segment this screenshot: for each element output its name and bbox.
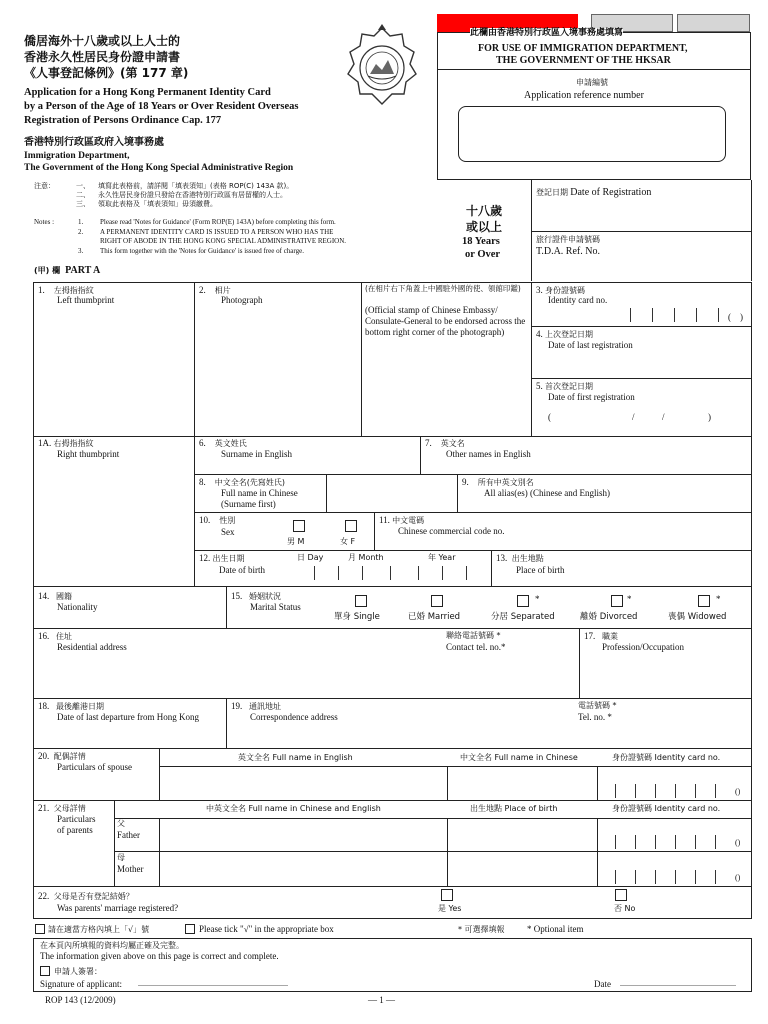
date-paren-left: (: [548, 412, 551, 422]
field-22-label: 22. 父母是否有登記結婚？: [38, 891, 134, 901]
field-7-en: Other names in English: [446, 449, 531, 459]
right-thumbprint-box[interactable]: [36, 462, 192, 584]
notes-zh-label: 注意：: [34, 182, 55, 190]
widowed-asterisk: *: [716, 594, 721, 604]
id-check-paren: ( ): [728, 312, 743, 322]
dept-en-1: Immigration Department,: [24, 151, 130, 161]
correspondence-address-input[interactable]: [250, 724, 570, 746]
office-use-divider: [437, 69, 751, 70]
ref-number-en: Application reference number: [524, 90, 644, 101]
grid-line: [531, 282, 532, 436]
grid-line: [114, 800, 115, 886]
father-zh: 父: [117, 819, 125, 828]
grid-line: [597, 766, 598, 800]
note-en-item: 3. This form together with the 'Notes for Guidance' is issued free of charge.: [78, 246, 304, 255]
tel-no-input[interactable]: [578, 724, 748, 746]
note-en-item: 1. Please read 'Notes for Guidance' (Form ROP(E) 143A) before completing this form.: [78, 218, 336, 226]
field-7-label: 7. 英文名: [425, 438, 465, 448]
grid-line: [226, 698, 227, 748]
field-17-en: Profession/Occupation: [602, 642, 684, 652]
field-21-label: 21. 父母詳情: [38, 803, 86, 813]
occupation-input[interactable]: [602, 654, 748, 696]
parents-name-header: 中英文全名 Full name in Chinese and English: [206, 804, 381, 813]
grid-line: [457, 474, 458, 512]
grid-line: [194, 512, 752, 513]
marital-widowed-checkbox[interactable]: [698, 595, 710, 607]
grid-line: [597, 818, 598, 886]
date-of-birth-input[interactable]: [290, 566, 490, 584]
date-line[interactable]: ..........................................................: [620, 979, 736, 988]
grid-line: [33, 698, 752, 699]
father-en: Father: [117, 830, 140, 840]
field-21-en-2: of parents: [57, 825, 93, 835]
title-zh-1: 僑居海外十八歲或以上人士的: [24, 34, 181, 48]
immigration-crest-icon: [340, 24, 424, 108]
last-departure-input[interactable]: [57, 724, 222, 746]
age-zh-2: 或以上: [466, 220, 503, 234]
mother-en: Mother: [117, 864, 144, 874]
field-1a-label: 1A. 右拇指指紋: [38, 438, 94, 448]
field-14-label: 14. 國籍: [38, 591, 72, 601]
grid-line: [33, 748, 752, 749]
tick-hint-zh: 請在適當方格內填上「√」號: [48, 925, 150, 934]
field-2-en: Photograph: [221, 295, 263, 305]
tick-hint-en: Please tick "√" in the appropriate box: [199, 924, 334, 934]
date-en: Date: [594, 979, 611, 989]
grid-line: [114, 851, 752, 852]
sex-female-label: 女 F: [340, 537, 356, 546]
grid-line: [194, 436, 195, 586]
field-8-en-2: (Surname first): [221, 499, 276, 509]
age-en-1: 18 Years: [462, 236, 500, 247]
field-4-en: Date of last registration: [548, 340, 633, 350]
field-14-en: Nationality: [57, 602, 98, 612]
form-number: ROP 143 (12/2009): [45, 995, 116, 1005]
title-zh-2: 香港永久性居民身份證申請書: [24, 50, 181, 64]
field-9-en: All alias(es) (Chinese and English): [484, 488, 610, 498]
declaration-zh: 在本頁內所填報的資料均屬正確及完整。: [40, 941, 184, 950]
mother-id-input[interactable]: [599, 853, 750, 884]
field-18-en: Date of last departure from Hong Kong: [57, 712, 199, 722]
stamp-note-zh: (在相片右下角蓋上中國駐外國的使、領館印鑑): [365, 284, 521, 293]
field-5-label: 5. 首次登記日期: [536, 381, 593, 391]
grid-line: [447, 766, 448, 800]
field-22-en: Was parents' marriage registered?: [57, 903, 179, 913]
field-11-label: 11. 中文電碼: [379, 515, 425, 525]
ref-number-field[interactable]: [458, 106, 726, 162]
separated-asterisk: *: [535, 594, 540, 604]
title-en-1: Application for a Hong Kong Permanent Identity Card: [24, 87, 271, 98]
field-18-label: 18. 最後離港日期: [38, 701, 104, 711]
contact-tel-en: Contact tel. no.*: [446, 642, 506, 652]
field-20-en: Particulars of spouse: [57, 762, 132, 772]
sex-male-checkbox[interactable]: [293, 520, 305, 532]
dept-zh: 香港特別行政區政府入境事務處: [24, 137, 164, 148]
commercial-code-input[interactable]: [398, 537, 748, 549]
tel-no-zh: 電話號碼 *: [578, 701, 617, 710]
notes-en-label: Notes :: [34, 218, 55, 226]
residential-address-input[interactable]: [57, 654, 437, 696]
grid-line: [531, 326, 752, 327]
field-4-label: 4. 上次登記日期: [536, 329, 593, 339]
divorced-asterisk: *: [627, 594, 632, 604]
field-15-label: 15. 婚姻狀況: [231, 591, 281, 601]
date-paren-right: ): [708, 412, 711, 422]
stamp-note-en: (Official stamp of Chinese Embassy/ Consulate-General to be endorsed across the bottom right corner of the photograph): [365, 305, 526, 337]
field-12-label: 12. 出生日期: [199, 553, 245, 563]
field-9-label: 9. 所有中英文別名: [462, 477, 534, 487]
grid-line: [194, 474, 752, 475]
field-21-en-1: Particulars: [57, 814, 96, 824]
place-of-birth-input[interactable]: [516, 576, 748, 585]
last-registration-input[interactable]: [548, 352, 748, 374]
field-10-label: 10. 性別: [199, 515, 236, 525]
signature-box-icon: [40, 966, 50, 976]
grid-line: [33, 586, 752, 587]
nationality-input[interactable]: [57, 614, 222, 626]
mother-name-input[interactable]: [161, 853, 445, 884]
grid-line: [420, 436, 421, 474]
mother-zh: 母: [117, 853, 125, 862]
office-use-zh: 此欄由香港特別行政區入境事務處填寫: [470, 28, 624, 38]
grid-line: [33, 436, 752, 437]
field-10-en: Sex: [221, 527, 235, 537]
grid-line: [579, 628, 580, 698]
field-19-en: Correspondence address: [250, 712, 338, 722]
sex-male-label: 男 M: [287, 537, 305, 546]
field-16-label: 16. 住址: [38, 631, 72, 641]
grid-line: [159, 766, 752, 767]
grid-line: [361, 282, 362, 436]
tick-hint-box-icon-2: [185, 924, 195, 934]
marriage-registered-no-checkbox[interactable]: [615, 889, 627, 901]
father-id-paren: (): [735, 838, 741, 847]
grid-line: [374, 512, 375, 550]
field-13-en: Place of birth: [516, 565, 565, 575]
date-slash-1: /: [632, 412, 635, 422]
field-12-en: Date of birth: [219, 565, 265, 575]
reg-date-label: 登記日期 Date of Registration: [536, 187, 652, 198]
marital-widowed-label: 喪偶 Widowed: [668, 612, 727, 622]
contact-tel-input[interactable]: [446, 654, 576, 696]
sex-female-checkbox[interactable]: [345, 520, 357, 532]
note-en-item: 2. A PERMANENT IDENTITY CARD IS ISSUED TO A PERSON WHO HAS THE: [78, 227, 334, 236]
marital-married-checkbox[interactable]: [431, 595, 443, 607]
spouse-id-header: 身份證號碼 Identity card no.: [612, 753, 721, 762]
field-11-en: Chinese commercial code no.: [398, 526, 505, 536]
marital-single-checkbox[interactable]: [355, 595, 367, 607]
field-1-label: 1. 左拇指指紋: [38, 285, 94, 295]
spouse-chinese-name-input[interactable]: [449, 768, 595, 798]
field-8-en-1: Full name in Chinese: [221, 488, 298, 498]
field-17-label: 17. 職業: [584, 631, 618, 641]
office-use-en-2: THE GOVERNMENT OF THE HKSAR: [496, 55, 671, 66]
grid-line: [33, 886, 752, 887]
field-15-en: Marital Status: [250, 602, 301, 612]
spouse-id-input[interactable]: [599, 768, 750, 798]
note-en-item: RIGHT OF ABODE IN THE HONG KONG SPECIAL ADMINISTRATIVE REGION.: [100, 237, 347, 245]
dept-en-2: The Government of the Hong Kong Special Administrative Region: [24, 163, 294, 173]
contact-tel-zh: 聯絡電話號碼 *: [446, 631, 501, 640]
signature-en: Signature of applicant:: [40, 979, 122, 989]
grid-line: [159, 748, 160, 800]
signature-zh: 申請人簽署：: [54, 967, 102, 976]
field-8-label: 8. 中文全名(先寫姓氏): [199, 477, 285, 487]
grid-line: [531, 378, 752, 379]
grid-line: [326, 474, 327, 512]
tel-no-en: Tel. no. *: [578, 712, 612, 722]
father-name-input[interactable]: [161, 820, 445, 849]
note-zh-item: 二、 永久性居民身份證只發給在香港特別行政區有居留權的人士。: [76, 191, 287, 199]
grid-line: [194, 550, 752, 551]
mother-pob-input[interactable]: [449, 853, 595, 884]
marriage-registered-yes-checkbox[interactable]: [441, 889, 453, 901]
chinese-name-input[interactable]: [328, 476, 455, 510]
note-zh-item: 三、 領取此表格及「填表須知」毋須繳費。: [76, 200, 217, 208]
title-zh-3: 《人事登記條例》(第 177 章): [24, 66, 189, 80]
field-5-en: Date of first registration: [548, 392, 635, 402]
grid-line: [194, 282, 195, 436]
grid-line: [491, 550, 492, 586]
title-en-2: by a Person of the Age of 18 Years or Over Resident Overseas: [24, 101, 299, 112]
marital-separated-checkbox[interactable]: [517, 595, 529, 607]
grid-line: [447, 818, 448, 886]
dob-month-label: 月 Month: [348, 553, 384, 562]
father-pob-input[interactable]: [449, 820, 595, 849]
declaration-en: The information given above on this page is correct and complete.: [40, 951, 279, 961]
dob-year-label: 年 Year: [428, 553, 456, 562]
marital-married-label: 已婚 Married: [408, 612, 461, 622]
grid-line: [226, 586, 227, 628]
grey-tab-2[interactable]: [677, 14, 750, 32]
mother-id-paren: (): [735, 873, 741, 882]
first-registration-input[interactable]: [548, 408, 718, 428]
field-1-en: Left thumbprint: [57, 295, 115, 305]
spouse-id-paren: (): [735, 787, 741, 796]
field-6-en: Surname in English: [221, 449, 292, 459]
marriage-registered-no-label: 否 No: [614, 904, 636, 913]
signature-line[interactable]: ...........................................................................: [138, 979, 288, 988]
title-en-3: Registration of Persons Ordinance Cap. 177: [24, 115, 222, 126]
age-zh-1: 十八歲: [466, 204, 503, 218]
tda-zh: 旅行證件申請號碼: [536, 235, 600, 244]
field-6-label: 6. 英文姓氏: [199, 438, 247, 448]
grid-line: [114, 818, 752, 819]
marital-divorced-checkbox[interactable]: [611, 595, 623, 607]
optional-zh: * 可選擇填報: [458, 925, 505, 934]
field-19-label: 19. 通訊地址: [231, 701, 281, 711]
optional-en: * Optional item: [527, 924, 584, 934]
reg-divider: [531, 231, 752, 232]
father-id-input[interactable]: [599, 820, 750, 849]
photograph-box[interactable]: [197, 306, 359, 434]
field-3-label: 3. 身份證號碼: [536, 285, 585, 295]
spouse-chinese-name-header: 中文全名 Full name in Chinese: [460, 753, 578, 762]
field-1a-en: Right thumbprint: [57, 449, 120, 459]
field-13-label: 13. 出生地點: [496, 553, 544, 563]
surname-input[interactable]: [221, 460, 417, 473]
parents-pob-header: 出生地點 Place of birth: [470, 804, 558, 813]
field-16-en: Residential address: [57, 642, 127, 652]
marital-single-label: 單身 Single: [334, 612, 380, 622]
date-slash-2: /: [662, 412, 665, 422]
spouse-english-name-input[interactable]: [161, 768, 445, 798]
grid-line: [33, 628, 752, 629]
left-thumbprint-box[interactable]: [36, 306, 192, 434]
marital-divorced-label: 離婚 Divorced: [580, 612, 638, 622]
aliases-input[interactable]: [484, 499, 748, 511]
note-zh-item: 一、 填寫此表格前，請詳閱「填表須知」(表格 ROP(C) 143A 款)。: [76, 182, 294, 190]
ref-number-zh: 申請編號: [576, 78, 608, 87]
tick-hint-box-icon: [35, 924, 45, 934]
dob-day-label: 日 Day: [297, 553, 324, 562]
grid-line: [33, 800, 752, 801]
spouse-english-name-header: 英文全名 Full name in English: [238, 753, 353, 762]
identity-card-input[interactable]: [624, 308, 748, 324]
part-a-heading: (甲) 欄 PART A: [34, 265, 101, 276]
field-2-label: 2. 相片: [199, 285, 231, 295]
page-number: — 1 —: [368, 995, 395, 1005]
marital-separated-label: 分居 Separated: [491, 612, 555, 622]
other-names-input[interactable]: [446, 460, 748, 473]
marriage-registered-yes-label: 是 Yes: [438, 904, 462, 913]
field-20-label: 20. 配偶詳情: [38, 751, 86, 761]
tda-en: T.D.A. Ref. No.: [536, 246, 600, 257]
office-use-en-1: FOR USE OF IMMIGRATION DEPARTMENT,: [478, 43, 688, 54]
age-en-2: or Over: [465, 249, 501, 260]
grid-line: [159, 818, 160, 886]
field-3-en: Identity card no.: [548, 295, 608, 305]
parents-id-header: 身份證號碼 Identity card no.: [612, 804, 721, 813]
